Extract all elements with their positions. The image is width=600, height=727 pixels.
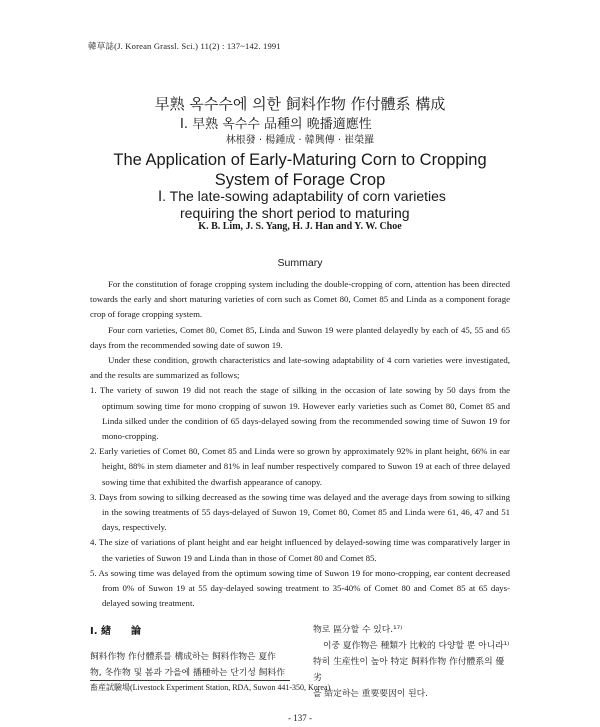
intro-right-line-3: 特히 生産性이 높아 特定 飼料作物 作付體系의 優劣 [313, 657, 505, 683]
intro-line-2: 物, 冬作物 및 봄과 가을에 播種하는 단기성 飼料作 [90, 668, 286, 678]
summary-paragraph-1: For the constitution of forage cropping system including the double-cropping of corn, attention has been directed towards the early and short maturing varieties of corn such as Comet 80, Comet 85 and Linda as a component forage crop of forage cropping system. [90, 279, 510, 320]
korean-authors: 林根發 · 楊鍾成 · 韓興傳 · 崔榮羅 [225, 135, 375, 146]
english-authors: K. B. Lim, J. S. Yang, H. J. Han and Y. W. Choe [198, 221, 402, 232]
korean-subtitle: Ⅰ. 早熟 옥수수 品種의 晩播適應性 [180, 117, 372, 132]
summary-paragraph-2: Four corn varieties, Comet 80, Comet 85, Linda and Suwon 19 were planted delayedly by each of 45, 55 and 65 days from the recommended sowing date of suwon 19. [90, 324, 510, 350]
english-title-line-1: The Application of Early-Maturing Corn to Cropping [113, 151, 487, 169]
summary-item-3: 3. Days from sowing to silking decreased as the sowing time was delayed and the average days from sowing to silking in the sowing treatments of 55 days-delayed of Suwon 19, Comet 80, Comet 85 and Linda were 61, 46, 47 and 51 days, respectively. [90, 491, 510, 533]
intro-right-line-1: 物로 區分할 수 있다.¹⁷⁾ [313, 625, 403, 635]
english-title-line-2: System of Forage Crop [214, 171, 386, 189]
affiliation-footnote: 畜産試驗場(Livestock Experiment Station, RDA, Suwon 441-350, Korea) [90, 683, 331, 692]
introduction-right-column [313, 622, 513, 702]
page-number: - 137 - [288, 713, 312, 723]
introduction-left-column [90, 622, 300, 681]
summary-heading: Summary [277, 257, 323, 269]
intro-right-line-4: 을 結定하는 重要要因이 된다. [313, 689, 428, 699]
footnote-rule [90, 680, 290, 681]
summary-item-1: 1. The variety of suwon 19 did not reach the stage of silking in the occasion of late sowing by 50 days from the optimum sowing time for mono cropping of suwon 19. However early varieties such as Comet 80, Comet 85 and Linda silked under the condition of 65 days-delayed sowing from the recommended sowing time of Suwon 19 for mono-cropping. [90, 385, 510, 442]
english-subtitle-line-1: Ⅰ. The late-sowing adaptability of corn varieties [158, 188, 446, 204]
journal-header: 韓草誌(J. Korean Grassl. Sci.) 11(2) : 137~142. 1991 [88, 41, 281, 51]
introduction-heading: Ⅰ. 緖 論 [90, 626, 142, 637]
english-subtitle-line-2: requiring the short period to maturing [180, 205, 410, 221]
summary-paragraph-3: Under these condition, growth characteristics and late-sowing adaptability of 4 corn varieties were investigated, and the results are summarized as follows; [90, 355, 510, 381]
summary-item-4: 4. The size of variations of plant height and ear height influenced by delayed-sowing time was comparatively larger in the varieties of Suwon 19 and Linda than in those of Comet 80 and Comet 85. [90, 537, 510, 563]
summary-item-2: 2. Early varieties of Comet 80, Comet 85 and Linda were so grown by approximately 92% in plant height, 66% in ear height, 88% in stem diameter and 81% in leaf number respectively compared to Suwon 19 at each of three delayed sowing time that exhibited the dwarfish appearance of canopy. [90, 446, 510, 487]
summary-item-5: 5. As sowing time was delayed from the optimum sowing time of Suwon 19 for mono-cropping, ear content decreased from 0% of Suwon 19 at 55 day-delayed sowing treatment to 35-40% of Comet 80 and Comet 85 at 65 days-delayed sowing treatment. [90, 567, 510, 609]
intro-right-line-2: 이중 夏作物은 種類가 比較的 다양할 뿐 아니라¹⁾ [323, 641, 510, 651]
korean-title: 早熟 옥수수에 의한 飼料作物 作付體系 構成 [154, 95, 446, 113]
summary-body [90, 277, 510, 611]
intro-line-1: 飼料作物 作付體系를 構成하는 飼料作物은 夏作 [90, 652, 276, 662]
